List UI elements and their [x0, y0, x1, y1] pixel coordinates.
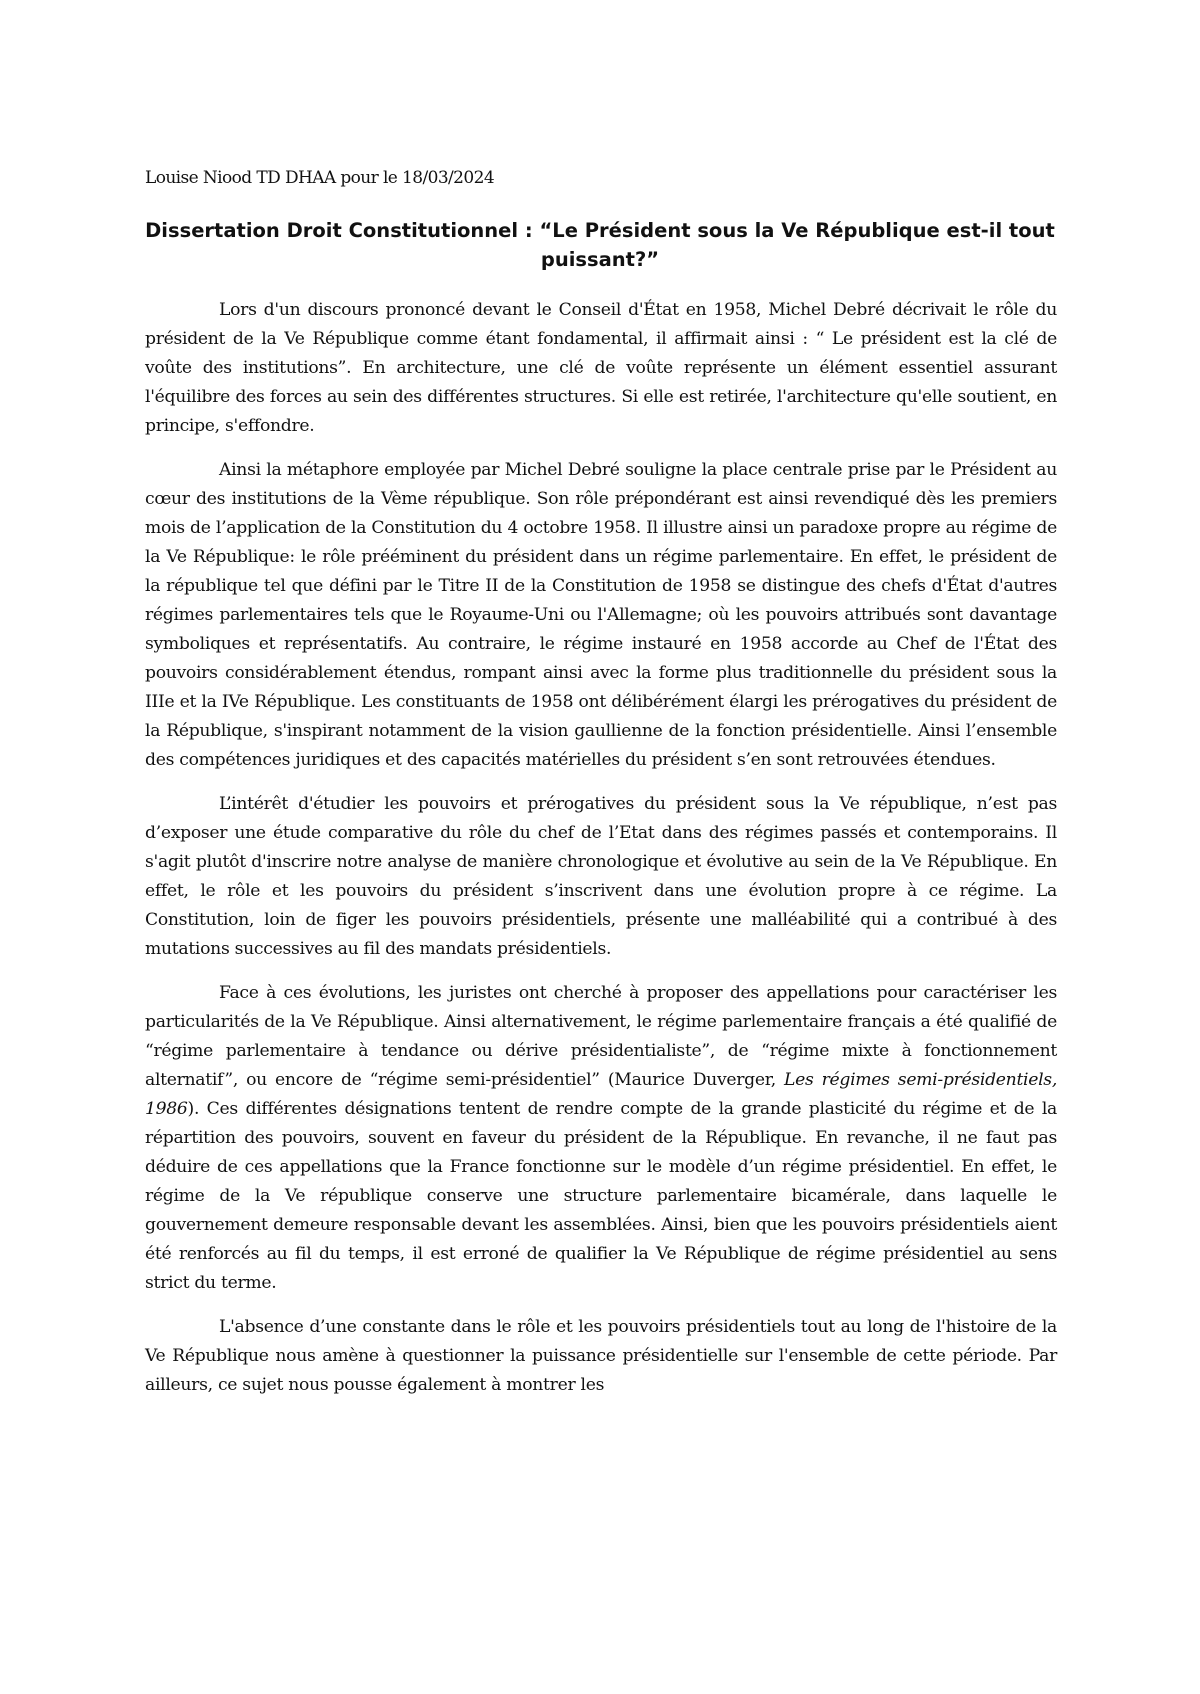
document-title: Dissertation Droit Constitutionnel : “Le Président sous la Ve République est-il tout puissant?” — [145, 219, 1055, 271]
document-body — [145, 296, 1057, 1415]
paragraph-4-citation: Les régimes semi-présidentiels, 1986 — [145, 1070, 1057, 1119]
paragraph-1: Lors d'un discours prononcé devant le Conseil d'État en 1958, Michel Debré décrivait le rôle du président de la Ve République comme étant fondamental, il affirmait ainsi : “ Le président est la clé de voûte des institutions”. En architecture, une clé de voûte représente un élément essentiel assurant l'équilibre des forces au sein des différentes structures. Si elle est retirée, l'architecture qu'elle soutient, en principe, s'effondre. — [145, 300, 1057, 436]
paragraph-3: L’intérêt d'étudier les pouvoirs et prérogatives du président sous la Ve république, n’est pas d’exposer une étude comparative du rôle du chef de l’Etat dans des régimes passés et contemporains. Il s'agit plutôt d'inscrire notre analyse de manière chronologique et évolutive au sein de la Ve République. En effet, le rôle et les pouvoirs du président s’inscrivent dans une évolution propre à ce régime. La Constitution, loin de figer les pouvoirs présidentiels, présente une malléabilité qui a contribué à des mutations successives au fil des mandats présidentiels. — [145, 794, 1057, 959]
document-header: Louise Niood TD DHAA pour le 18/03/2024 — [145, 168, 495, 188]
paragraph-4-text-before: Face à ces évolutions, les juristes ont cherché à proposer des appellations pour caractériser les particularités de la Ve République. Ainsi alternativement, le régime parlementaire français a été qualifié de “régime parlementaire à tendance ou dérive présidentialiste”, de “régime mixte à fonctionnement alternatif”, ou encore de “régime semi-présidentiel” (Maurice Duverger, — [145, 983, 1057, 1090]
paragraph-4-text-after: ). Ces différentes désignations tentent de rendre compte de la grande plasticité du régime et de la répartition des pouvoirs, souvent en faveur du président de la République. En revanche, il ne faut pas déduire de ces appellations que la France fonctionne sur le modèle d’un régime présidentiel. En effet, le régime de la Ve république conserve une structure parlementaire bicamérale, dans laquelle le gouvernement demeure responsable devant les assemblées. Ainsi, bien que les pouvoirs présidentiels aient été renforcés au fil du temps, il est erroné de qualifier la Ve République de régime présidentiel au sens strict du terme. — [145, 1099, 1057, 1293]
paragraph-5: L'absence d’une constante dans le rôle et les pouvoirs présidentiels tout au long de l'histoire de la Ve République nous amène à questionner la puissance présidentielle sur l'ensemble de cette période. Par ailleurs, ce sujet nous pousse également à montrer les — [145, 1317, 1057, 1395]
paragraph-2: Ainsi la métaphore employée par Michel Debré souligne la place centrale prise par le Président au cœur des institutions de la Vème république. Son rôle prépondérant est ainsi revendiqué dès les premiers mois de l’application de la Constitution du 4 octobre 1958. Il illustre ainsi un paradoxe propre au régime de la Ve République: le rôle prééminent du président dans un régime parlementaire. En effet, le président de la république tel que défini par le Titre II de la Constitution de 1958 se distingue des chefs d'État d'autres régimes parlementaires tels que le Royaume-Uni ou l'Allemagne; où les pouvoirs attribués sont davantage symboliques et représentatifs. Au contraire, le régime instauré en 1958 accorde au Chef de l'État des pouvoirs considérablement étendus, rompant ainsi avec la forme plus traditionnelle du président sous la IIIe et la IVe République. Les constituants de 1958 ont délibérément élargi les prérogatives du président de la République, s'inspirant notamment de la vision gaullienne de la fonction présidentielle. Ainsi l’ensemble des compétences juridiques et des capacités matérielles du président s’en sont retrouvées étendues. — [145, 460, 1057, 770]
paragraph-4 — [145, 979, 1057, 1298]
